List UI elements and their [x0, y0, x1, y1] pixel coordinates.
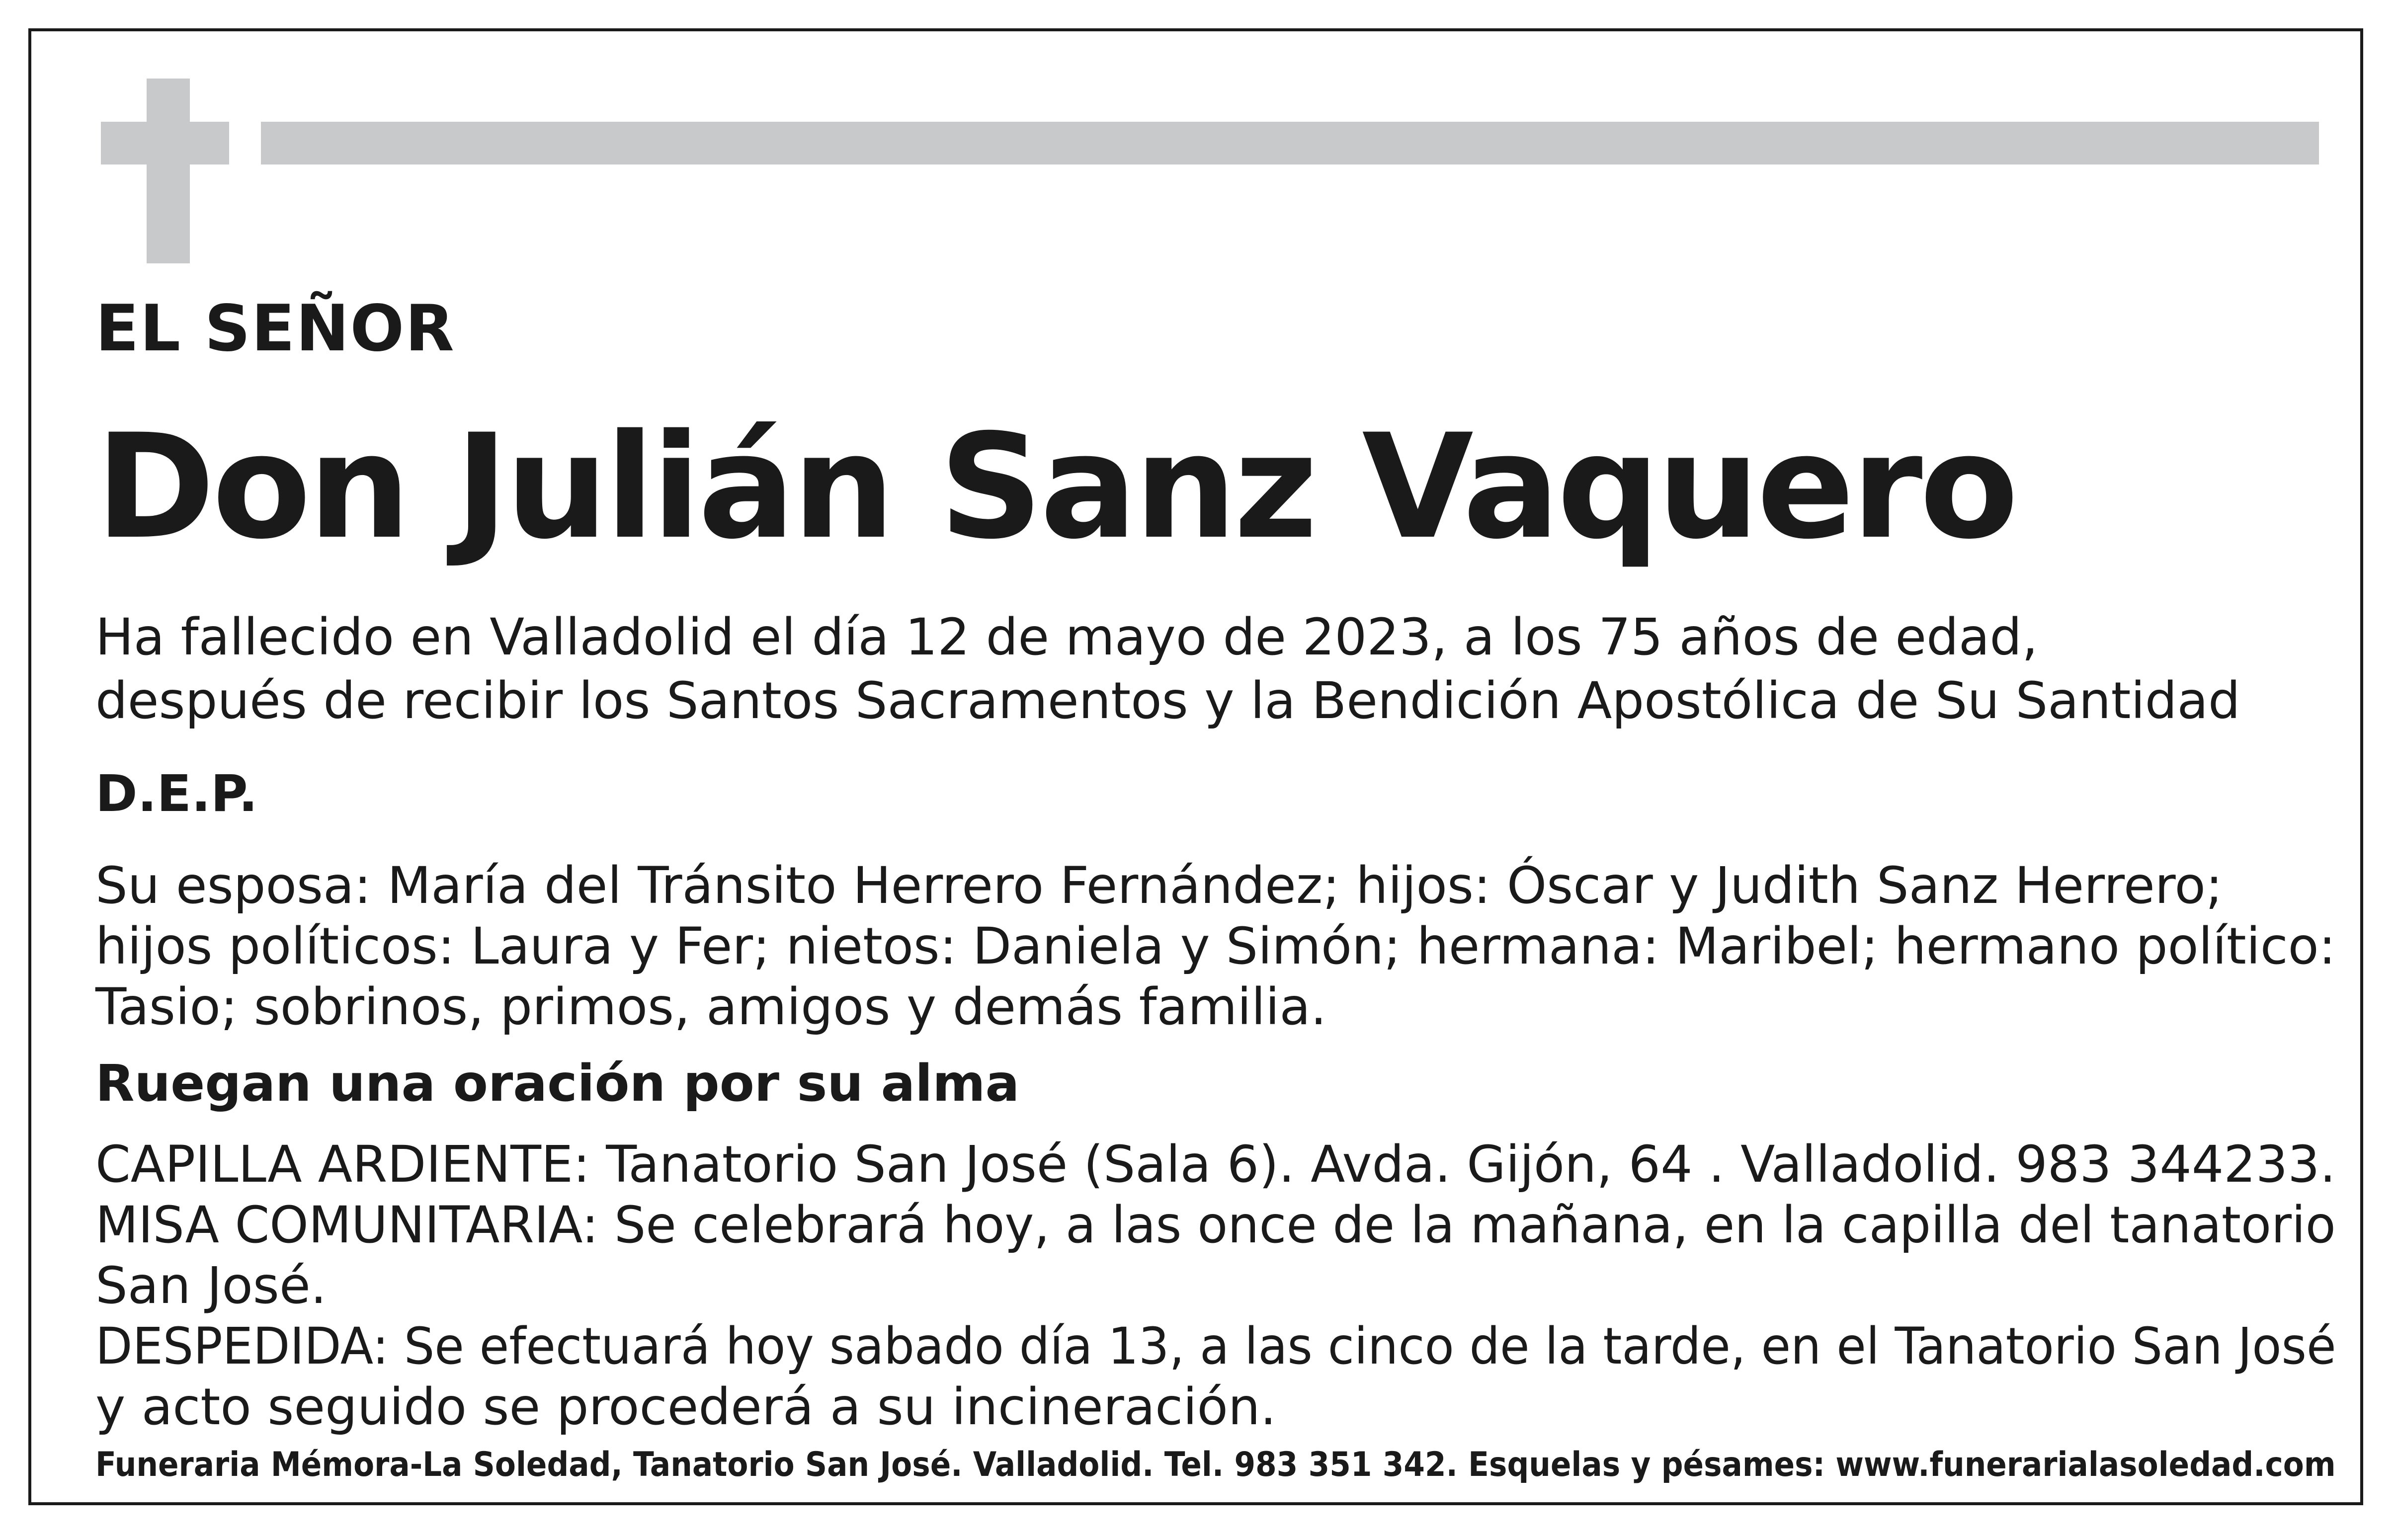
family-line-3: Tasio; sobrinos, primos, amigos y demás familia.: [95, 977, 1327, 1037]
heading-title: EL SEÑOR: [95, 292, 455, 366]
funeral-home-footer: Funeraria Mémora-La Soledad, Tanatorio San José. Valladolid. Tel. 983 351 342. Esquelas y pésames: www.funerarialasoledad.com: [95, 1445, 2336, 1484]
dep-label: D.E.P.: [95, 764, 258, 823]
details-line-2: MISA COMUNITARIA: Se celebrará hoy, a las once de la mañana, en la capilla del tanatorio: [95, 1196, 2336, 1255]
family-line-1: Su esposa: María del Tránsito Herrero Fernández; hijos: Óscar y Judith Sanz Herrero;: [95, 856, 2223, 915]
deceased-name: Don Julián Sanz Vaquero: [95, 404, 2016, 571]
family-line-2: hijos políticos: Laura y Fer; nietos: Daniela y Simón; hermana: Maribel; hermano político:: [95, 917, 2336, 976]
intro-line-1: Ha fallecido en Valladolid el día 12 de mayo de 2023, a los 75 años de edad,: [95, 608, 2038, 667]
cross-vertical-bar: [147, 79, 190, 263]
notice-border: [28, 28, 2363, 1505]
intro-line-2: después de recibir los Santos Sacramentos y la Bendición Apostólica de Su Santidad: [95, 671, 2240, 730]
cross-horizontal-bar: [101, 122, 229, 164]
details-line-3: San José.: [95, 1256, 327, 1315]
header-rule: [261, 122, 2319, 164]
prayer-line: Ruegan una oración por su alma: [95, 1054, 1020, 1113]
details-line-4: DESPEDIDA: Se efectuará hoy sabado día 13, a las cinco de la tarde, en el Tanatorio San José: [95, 1317, 2336, 1376]
details-line-1: CAPILLA ARDIENTE: Tanatorio San José (Sala 6). Avda. Gijón, 64 . Valladolid. 983 344233.: [95, 1135, 2336, 1194]
details-line-5: y acto seguido se procederá a su incineración.: [95, 1378, 1277, 1437]
